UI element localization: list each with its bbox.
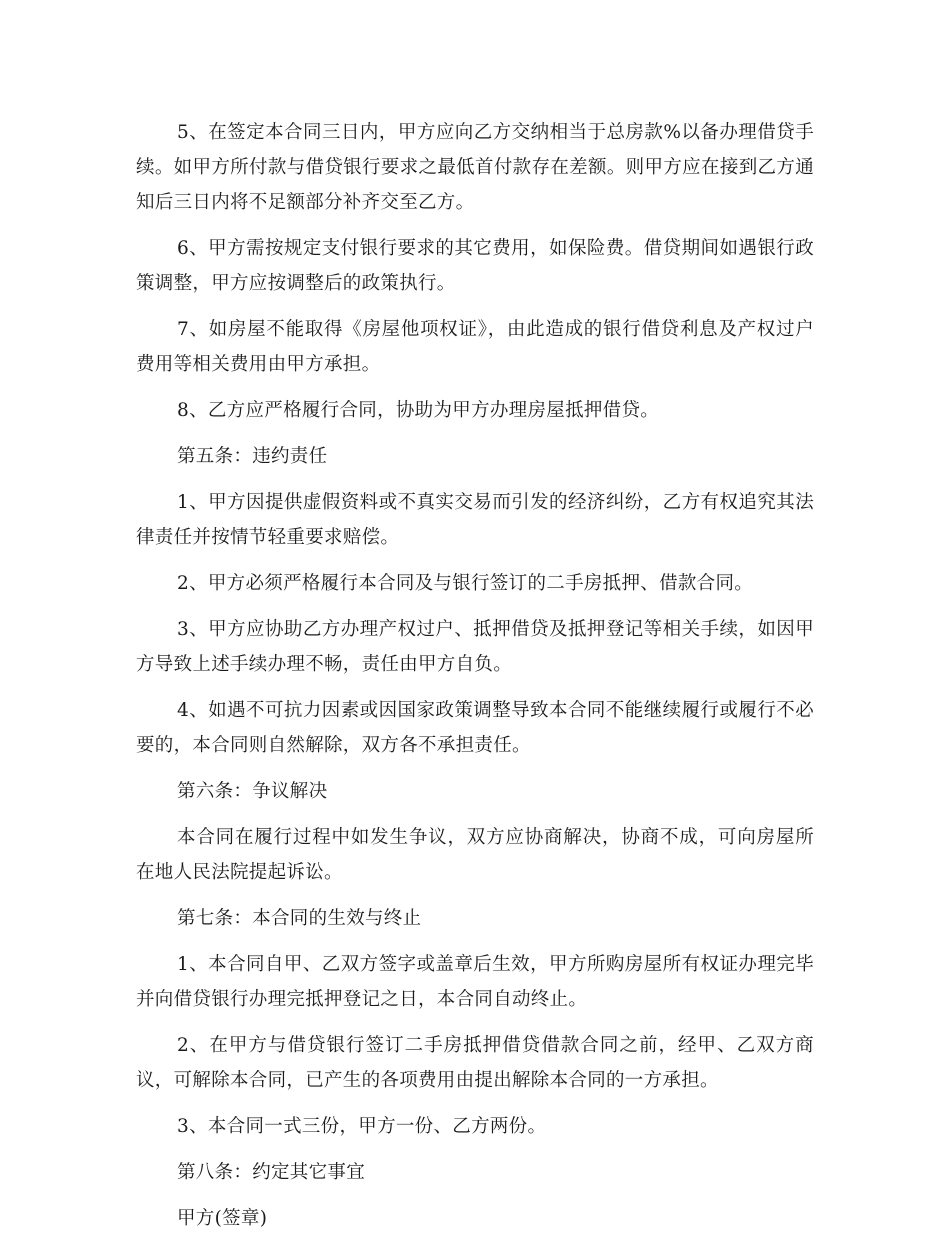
breach-clause-2-paragraph: 2、甲方必须严格履行本合同及与银行签订的二手房抵押、借款合同。 bbox=[177, 573, 754, 594]
section-8-heading: 第八条：约定其它事宜 bbox=[177, 1162, 366, 1183]
effect-clause-3-paragraph: 3、本合同一式三份，甲方一份、乙方两份。 bbox=[177, 1116, 547, 1137]
dispute-resolution-paragraph: 本合同在履行过程中如发生争议，双方应协商解决，协商不成，可向房屋所在地人民法院提起诉讼。 bbox=[136, 827, 814, 883]
section-6-heading: 第六条：争议解决 bbox=[177, 781, 328, 802]
breach-clause-4-paragraph: 4、如遇不可抗力因素或因国家政策调整导致本合同不能继续履行或履行不必要的，本合同则自然解除，双方各不承担责任。 bbox=[136, 700, 814, 756]
section-7-heading: 第七条：本合同的生效与终止 bbox=[177, 908, 422, 929]
clause-8-paragraph: 8、乙方应严格履行合同，协助为甲方办理房屋抵押借贷。 bbox=[177, 400, 660, 421]
breach-clause-1-paragraph: 1、甲方因提供虚假资料或不真实交易而引发的经济纠纷，乙方有权追究其法律责任并按情节轻重要求赔偿。 bbox=[136, 492, 814, 548]
breach-clause-3-paragraph: 3、甲方应协助乙方办理产权过户、抵押借贷及抵押登记等相关手续，如因甲方导致上述手续办理不畅，责任由甲方自负。 bbox=[136, 619, 814, 675]
section-5-heading: 第五条：违约责任 bbox=[177, 446, 328, 467]
clause-5-paragraph: 5、在签定本合同三日内，甲方应向乙方交纳相当于总房款%以备办理借贷手续。如甲方所付款与借贷银行要求之最低首付款存在差额。则甲方应在接到乙方通知后三日内将不足额部分补齐交至乙方。 bbox=[136, 122, 814, 213]
effect-clause-2-paragraph: 2、在甲方与借贷银行签订二手房抵押借贷借款合同之前，经甲、乙双方商议，可解除本合同，已产生的各项费用由提出解除本合同的一方承担。 bbox=[136, 1035, 814, 1091]
party-a-signature-line: 甲方(签章) bbox=[177, 1208, 268, 1229]
effect-clause-1-paragraph: 1、本合同自甲、乙双方签字或盖章后生效，甲方所购房屋所有权证办理完毕并向借贷银行办理完抵押登记之日，本合同自动终止。 bbox=[136, 954, 814, 1010]
clause-7-paragraph: 7、如房屋不能取得《房屋他项权证》，由此造成的银行借贷利息及产权过户费用等相关费用由甲方承担。 bbox=[136, 319, 814, 375]
clause-6-paragraph: 6、甲方需按规定支付银行要求的其它费用，如保险费。借贷期间如遇银行政策调整，甲方应按调整后的政策执行。 bbox=[136, 238, 814, 294]
